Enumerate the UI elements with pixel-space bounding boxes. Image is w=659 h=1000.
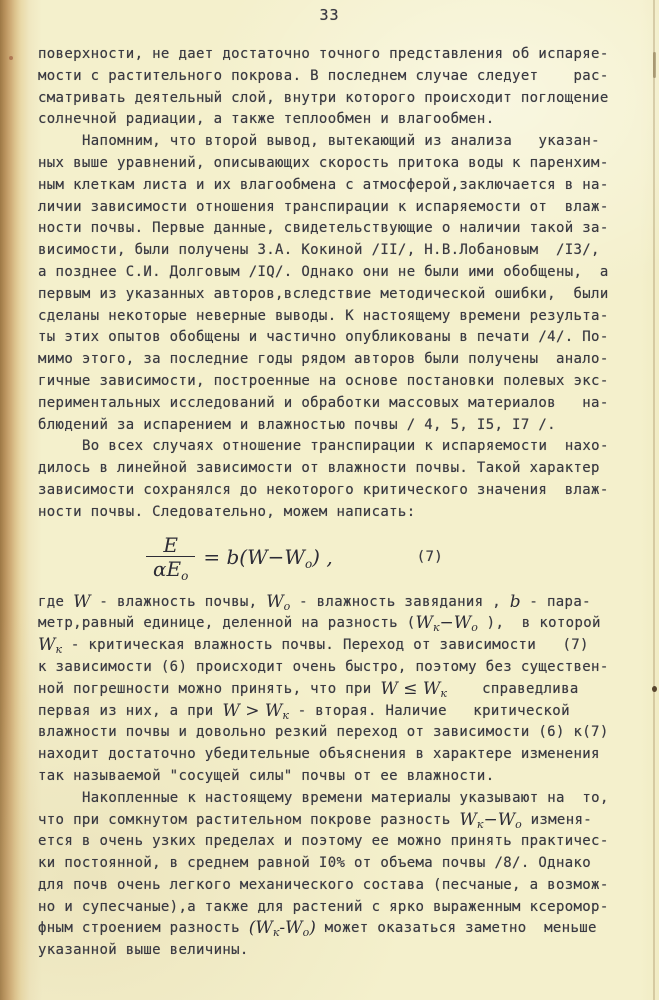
paper-speck [9,56,13,60]
text-line [38,788,634,810]
handwritten-symbol: $W_к$ [415,613,440,635]
typed-text: где [38,593,74,610]
typed-text: дилось в линейной зависимости от влажности почвы. Такой характер [38,460,600,477]
fraction-denominator [146,556,195,583]
fraction [146,532,195,583]
text-line [38,240,634,262]
text-line [38,502,634,524]
text-line [38,66,634,88]
fraction-numerator: E [163,532,178,557]
typed-text: зависимости сохранялся до некоторого критического значения влаж- [38,481,609,498]
typed-text: ности почвы. Первые данные, свидетельствующие о наличии такой за- [38,220,609,237]
typed-text: Накопленные к настоящему времени материалы указывают на то, [82,789,609,806]
text-line [38,197,634,219]
typed-text: ), в которой [477,615,601,632]
text-line [38,897,634,919]
edge-mark-dot [652,686,657,692]
typed-text: находит достаточно убедительные объяснения в характере изменения [38,746,600,763]
text-line [38,480,634,502]
text-line [38,831,634,853]
text-line [38,349,634,371]
typed-text: влажности почвы и довольно резкий переход от зависимости (6) к(7) [38,724,609,741]
typed-text: ется в очень узких пределах и поэтому ее можно принять практичес- [38,833,609,850]
text-line [38,262,634,284]
typed-text: - влажность завядания , [290,593,510,610]
text-line [38,327,634,349]
rhs-main: = b(W−W [203,544,305,569]
text-line [38,613,634,635]
text-line [38,131,634,153]
typed-text: первым из указанных авторов,вследствие методической ошибки, были [38,285,609,302]
text-line [38,393,634,415]
text-line [38,415,634,437]
typed-text: - пара- [520,593,591,610]
typed-text: - влажность почвы, [90,593,267,610]
text-line [38,175,634,197]
page-right-edge-line [653,0,655,1000]
typed-text: Во всех случаях отношение транспирации к испаряемости нахо- [82,438,609,455]
equation-rhs [203,544,333,571]
typed-text: что при сомкнутом растительном покрове разность [38,811,460,828]
typed-text: ки постоянной, в среднем равной I0% от объема почвы /8/. Однако [38,855,592,872]
paragraphs-bottom [38,592,634,963]
text-body [38,44,634,962]
text-line [38,810,634,832]
rhs-tail: ) , [312,544,333,569]
typed-text: сматривать деятельный слой, внутри которого происходит поглощение [38,89,609,106]
edge-mark-dash [653,52,656,78]
text-line [38,679,634,701]
text-line [38,918,634,940]
typed-text: ной погрешности можно принять, что при [38,680,381,697]
typed-text: висимости, были получены З.А. Кокиной /II/, Н.В.Лобановым /I3/, [38,242,600,259]
typed-text: личии зависимости отношения транспирации к испаряемости от влаж- [38,198,609,215]
typed-text: ным клеткам листа и их влагообмена с атмосферой,заключается в на- [38,176,609,193]
typed-text: солнечной радиации, а также теплообмен и влагообмен. [38,111,495,128]
typed-text: так называемой "сосущей силы" почвы от ее влажности. [38,767,495,784]
equation-label: (7) [416,548,444,565]
typed-text: периментальных исследований и обработки массовых материалов на- [38,394,609,411]
handwritten-symbol: $W_к$ [459,809,484,831]
typed-text: ты этих опытов обобщены и частично опубликованы в печати /4/. По- [38,329,609,346]
typed-text: ных выше уравнений, описывающих скорость притока воды к паренхим- [38,154,609,171]
handwritten-symbol: $-W_о$ [439,613,478,635]
text-line [38,592,634,614]
handwritten-symbol: $-W_о$ [483,809,522,831]
handwritten-symbol: b [509,591,521,612]
text-line [38,153,634,175]
text-line [38,458,634,480]
typed-text: ности почвы. Следовательно, можем написать: [38,503,416,520]
typed-text: для почв очень легкого механического состава (песчаные, а возмож- [38,876,609,893]
typed-text: блюдений за испарением и влажностью почвы / 4, 5, I5, I7 /. [38,416,556,433]
equation-7 [146,529,634,585]
typed-text: поверхности, не дает достаточно точного представления об испаряе- [38,46,609,62]
text-line [38,940,634,962]
paragraphs-top [38,44,634,524]
handwritten-symbol: $W > W_к$ [222,700,289,722]
text-line [38,766,634,788]
typed-text: первая из них, а при [38,702,223,719]
typed-text: справедлива [446,680,579,697]
text-line [38,722,634,744]
handwritten-symbol: ($W_к$ [248,918,280,940]
text-line [38,657,634,679]
typed-text: может оказаться заметно меньше [315,920,597,937]
text-line [38,306,634,328]
text-line [38,109,634,131]
handwritten-symbol: $-W_о$ [279,918,310,940]
typed-text: указанной выше величины. [38,942,249,959]
typed-text: метр,равный единице, деленной на разность ( [38,615,416,632]
text-line [38,44,634,66]
rhs-subscript: о [304,556,313,571]
typed-text: - критическая влажность почвы. Переход от зависимости (7) [62,637,589,654]
text-line [38,635,634,657]
text-line [38,218,634,240]
denominator-main: αE [153,556,182,581]
handwritten-symbol: $W_к$ [38,635,63,657]
typed-text: - вторая. Наличие критической [288,702,570,719]
text-line [38,284,634,306]
typed-text: мимо этого, за последние годы рядом авторов были получены анало- [38,351,609,368]
text-line [38,371,634,393]
typed-text: но и супесчаные),а также для растений с ярко выраженным ксеромор- [38,898,609,915]
handwritten-symbol: W [73,591,91,612]
typed-text: Напомним, что второй вывод, вытекающий из анализа указан- [82,133,600,150]
text-line [38,744,634,766]
typed-text: гичные зависимости, построенные на основе постановки полевых экс- [38,372,609,389]
handwritten-symbol: $W_о$ [266,591,291,613]
text-line [38,701,634,723]
handwritten-symbol: $W \le W_к$ [380,678,447,700]
typed-text: изменя- [521,811,593,828]
typed-text: сделаны некоторые неверные выводы. К настоящему времени результа- [38,307,609,324]
typed-text: мости с растительного покрова. В последнем случае следует рас- [38,67,609,84]
page-number: 33 [319,6,340,24]
typed-text: к зависимости (6) происходит очень быстро, поэтому без существен- [38,658,609,675]
handwritten-symbol: ) [309,918,316,939]
text-line [38,436,634,458]
denominator-subscript: о [181,568,189,583]
typed-text: а позднее С.И. Долговым /IQ/. Однако они не были ими обобщены, а [38,263,609,280]
typed-text: фным строением разность [38,920,249,937]
text-line [38,88,634,110]
text-line [38,853,634,875]
text-line [38,875,634,897]
